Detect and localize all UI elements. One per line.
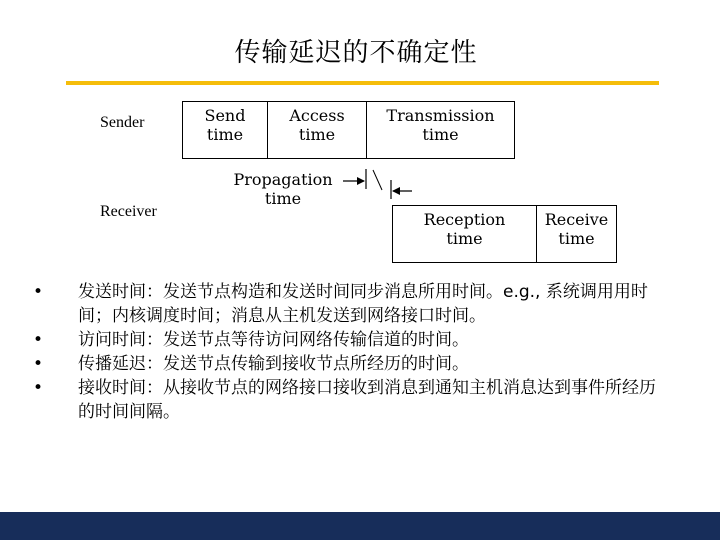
bullet-text: 访问时间：发送节点等待访问网络传输信道的时间。 xyxy=(78,330,469,350)
propagation-line-2: time xyxy=(264,189,302,208)
bullet-text: 发送时间：发送节点构造和发送时间同步消息所用时间。e.g., 系统调用用时间；内核调度时间；消息从主机发送到网络接口时间。 xyxy=(78,282,648,326)
bullet-dot: • xyxy=(32,354,44,374)
propagation-slash xyxy=(373,170,382,190)
send-time-line-2: time xyxy=(206,125,244,144)
receive-time-line-2: time xyxy=(558,229,595,248)
reception-time-line-2: time xyxy=(446,229,483,248)
sender-label: Sender xyxy=(100,114,145,131)
access-time-line-1: Access xyxy=(289,106,345,125)
slide-title: 传输延迟的不确定性 xyxy=(234,38,478,68)
list-item xyxy=(28,352,668,376)
receive-time-line-1: Receive xyxy=(544,210,609,229)
list-item xyxy=(28,280,668,328)
bullet-dot: • xyxy=(32,378,44,398)
bullet-text: 接收时间：从接收节点的网络接口接收到消息到通知主机消息达到事件所经历的时间间隔。 xyxy=(78,378,656,422)
send-time-line-1: Send xyxy=(204,106,246,125)
propagation-line-1: Propagation xyxy=(233,170,333,189)
reception-time-line-1: Reception xyxy=(423,210,506,229)
bullet-text: 传播延迟：发送节点传输到接收节点所经历的时间。 xyxy=(78,354,469,374)
list-item xyxy=(28,328,668,352)
access-time-line-2: time xyxy=(298,125,336,144)
bullet-dot: • xyxy=(32,330,44,350)
footer-bar xyxy=(0,512,720,540)
receiver-label: Receiver xyxy=(100,203,157,220)
list-item xyxy=(28,376,668,424)
bullet-list xyxy=(28,280,668,424)
transmission-time-line-2: time xyxy=(422,125,459,144)
bullet-dot: • xyxy=(32,282,44,302)
transmission-time-line-1: Transmission xyxy=(386,106,495,125)
